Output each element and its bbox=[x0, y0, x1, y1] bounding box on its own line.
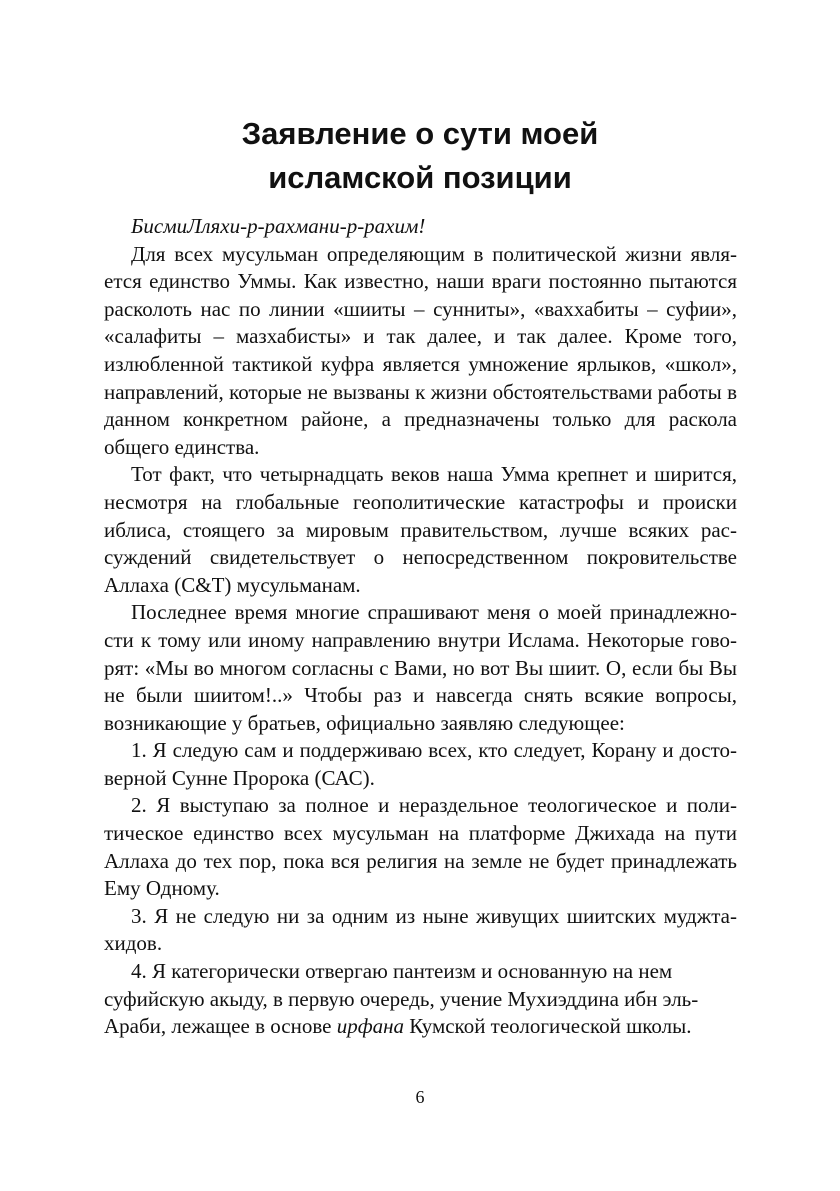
paragraph-unity: Для всех мусульман определяющим в политической жизни является единство Уммы. Как известно, наши враги постоянно пытаются расколоть нас по линии «шииты – сунниты», «ваххабиты – суфии», «салафиты – мазхабисты» и так далее, и так далее. Кроме того, излюбленной тактикой куфра является умножение ярлыков, «школ», направлений, которые не вызваны к жизни обстоятельствами работы в данном конкретном районе, а предназначены только для раскола общего единства. bbox=[104, 241, 737, 459]
list-item-3: 3. Я не следую ни за одним из ныне живущих шиитских муджтахидов. bbox=[104, 903, 737, 956]
basmala-line: БисмиЛляхи-р-рахмани-р-рахим! bbox=[131, 214, 426, 238]
page-title bbox=[100, 112, 740, 200]
list-item-1: 1. Я следую сам и поддерживаю всех, кто следует, Корану и достоверной Сунне Пророка (САС). bbox=[104, 738, 737, 790]
page-number: 6 bbox=[415, 1087, 425, 1107]
paragraph-fourteen-centuries: Тот факт, что четырнадцать веков наша Умма крепнет и ширится, несмотря на глобальные геополитические катастрофы и происки иблиса, стоящего за мировым правительством, лучше всяких рассуждений свидетельствует о непосредственном покровительстве Аллаха (С&Т) мусульманам. bbox=[104, 462, 737, 597]
page-title-line-1: Заявление о сути моей bbox=[241, 116, 599, 151]
body-text bbox=[104, 213, 737, 1041]
list-item-4 bbox=[104, 958, 737, 1041]
list-item-2: 2. Я выступаю за полное и нераздельное теологическое и политическое единство всех мусульман на платформе Джихада на пути Аллаха до тех пор, пока вся религия на земле не будет принадлежать Ему Одному. bbox=[104, 793, 737, 901]
page-title-line-2: исламской позиции bbox=[268, 160, 572, 195]
list-item-4-text-end: Кумской теологической школы. bbox=[404, 1014, 692, 1039]
paragraph-affiliation: Последнее время многие спрашивают меня о моей принадлежности к тому или иному направлению внутри Ислама. Некоторые говорят: «Мы во многом согласны с Вами, но вот Вы шиит. О, если бы Вы не были шиитом!..» Чтобы раз и навсегда снять всякие вопросы, возникающие у братьев, официально заявляю следующее: bbox=[104, 600, 737, 735]
list-item-4-italic-term: ирфана bbox=[336, 1014, 405, 1039]
list-item-4-text-start: 4. Я категорически отвергаю пантеизм и основанную на нем суфийскую акыду, в первую очередь, учение Мухиэддина ибн эль-Араби, лежащее в основе bbox=[104, 959, 699, 1039]
